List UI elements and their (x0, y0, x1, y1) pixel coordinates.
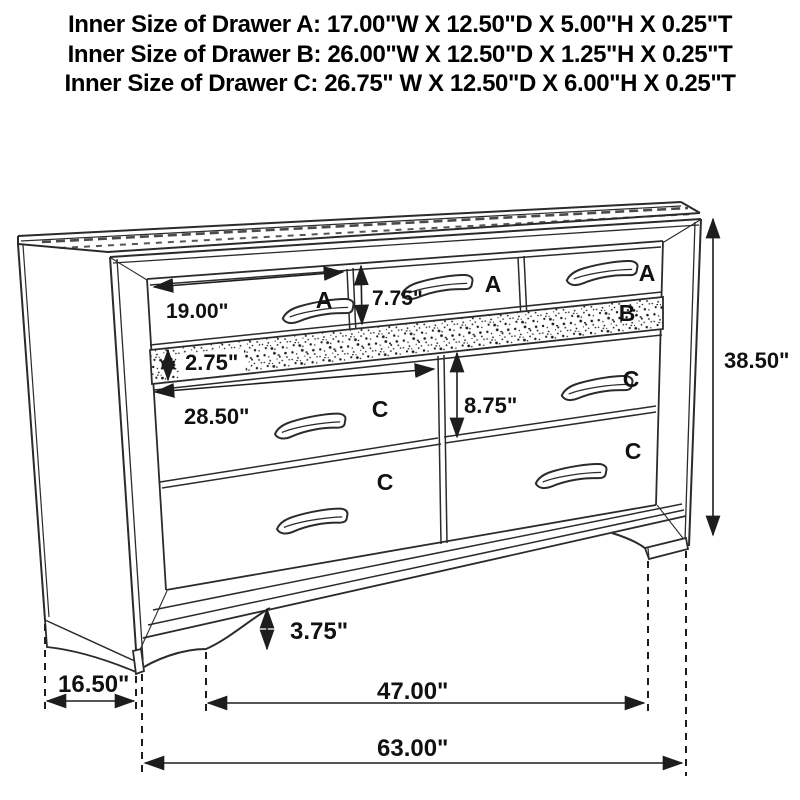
foot-height-label: 3.75" (290, 618, 349, 645)
left-bracket-foot-curve (136, 608, 270, 672)
drawer-c-right-top-label: C (622, 366, 640, 392)
band-b-label: B (618, 300, 636, 326)
drawer-c-right-bottom-label: C (624, 438, 642, 464)
drawer-a-height-label: 7.75" (372, 287, 423, 310)
drawer-c-right-bottom-handle (535, 463, 608, 488)
dresser-left-side-panel (18, 244, 137, 672)
dresser-top-surface (18, 202, 700, 252)
drawer-b-inner-size: Inner Size of Drawer B: 26.00"W X 12.50"D X 1.25"H X 0.25"T (67, 40, 733, 68)
drawer-a1-label: A (315, 287, 333, 313)
band-height-label: 2.75" (185, 350, 239, 375)
right-bracket-foot-curve (612, 533, 646, 549)
drawer-a3-label: A (638, 260, 656, 286)
front-left-foot (133, 649, 144, 674)
drawer-a-width-label: 19.00" (166, 300, 229, 323)
drawer-a-height-arrow (361, 266, 362, 324)
drawer-c-left-top-handle (274, 413, 347, 440)
drawer-c-inner-size: Inner Size of Drawer C: 26.75" W X 12.50"D X 6.00"H X 0.25"T (64, 70, 736, 97)
drawer-c-left-bottom-handle (276, 508, 349, 535)
drawer-a2-label: A (484, 271, 502, 297)
base-molding-and-feet (133, 504, 688, 674)
drawer-a3-handle (566, 260, 639, 285)
feet-span-label: 47.00" (377, 678, 449, 705)
drawer-c-left-top-label: C (371, 396, 389, 422)
drawer-a-width-arrow (154, 272, 343, 287)
drawer-a-inner-size: Inner Size of Drawer A: 17.00"W X 12.50"D X 5.00"H X 0.25"T (68, 11, 732, 38)
drawer-c-width-label: 28.50" (184, 404, 250, 429)
drawer-c-left-bottom-label: C (376, 469, 394, 495)
dresser-front-frame (110, 219, 701, 665)
left-side-skirt (45, 620, 136, 672)
total-height-label: 38.50" (724, 348, 790, 373)
total-width-label: 63.00" (377, 735, 449, 762)
side-depth-label: 16.50" (58, 671, 130, 698)
top-sparkle-trim-line (42, 208, 688, 242)
front-right-foot (645, 538, 688, 559)
drawer-c-height-label: 8.75" (464, 393, 518, 418)
